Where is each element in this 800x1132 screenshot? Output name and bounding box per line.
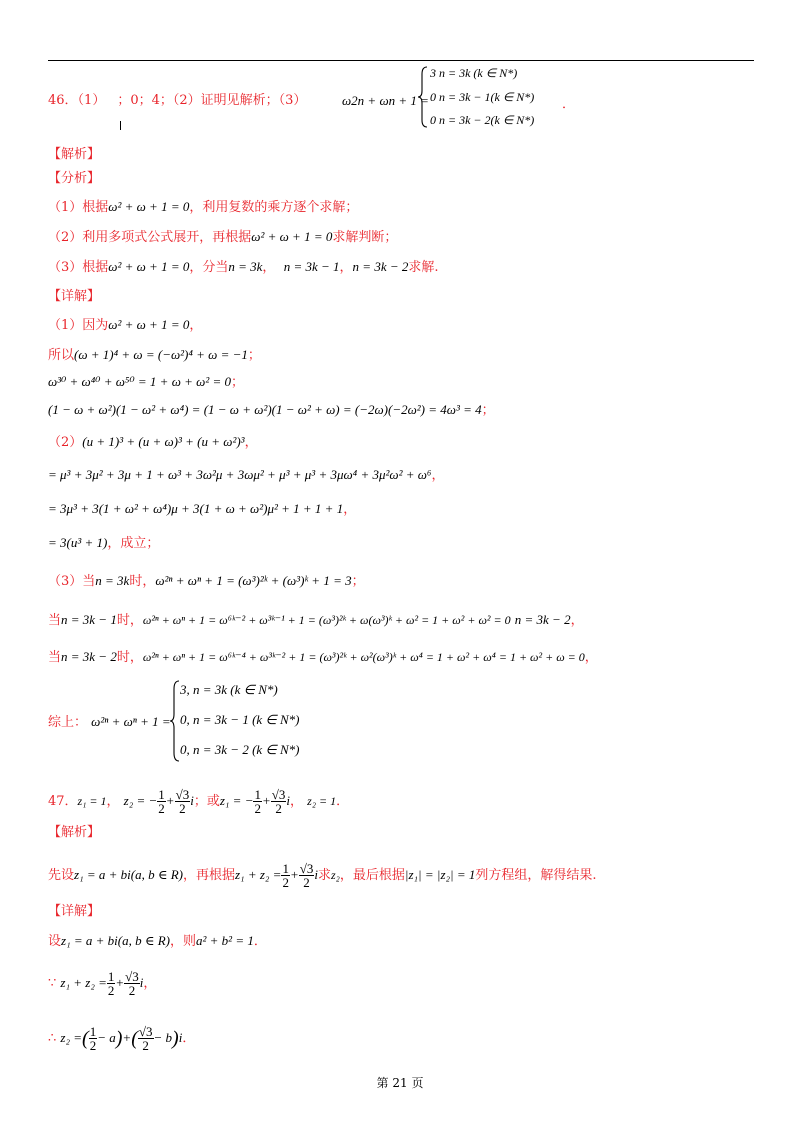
q46-summary-line: 综上： ω²ⁿ + ωⁿ + 1 = — [48, 714, 171, 730]
q46-answer-line: 46．（1） ；0；4；（2）证明见解析；（3） — [48, 93, 307, 108]
q46-detail-1: （1）因为ω² + ω + 1 = 0， — [48, 317, 203, 333]
q46-detail-4: (1 − ω + ω²)(1 − ω² + ω⁴) = (1 − ω + ω²)(1 − ω² + ω) = (−2ω)(−2ω²) = 4ω³ = 4； — [48, 402, 495, 418]
cursor-mark — [120, 121, 121, 130]
q46-analysis-1: （1）根据ω² + ω + 1 = 0，利用复数的乘方逐个求解； — [48, 199, 359, 215]
q47-detail-2: ∵ z₁ + z₂ = $\frac{1}{2}$ + $\frac{√3}{2}$ i， — [48, 969, 157, 998]
q46-summary-case-3: 0, n = 3k − 2 (k ∈ N*) — [180, 742, 300, 757]
q46-detail-9: （3）当n = 3k时，ω²ⁿ + ωⁿ + 1 = (ω³)²ᵏ + (ω³)ᵏ + 1 = 3； — [48, 573, 365, 589]
q46-answer-case-1: 3 n = 3k (k ∈ N*) — [430, 66, 518, 80]
q46-detail-7: = 3μ³ + 3(1 + ω² + ω⁴)μ + 3(1 + ω + ω²)μ² + 1 + 1 + 1， — [48, 501, 357, 517]
q47-xiangjie-heading: 【详解】 — [48, 904, 101, 919]
q46-analysis-3: （3）根据ω² + ω + 1 = 0，分当n = 3k， n = 3k − 1，n = 3k − 2求解. — [48, 259, 439, 275]
q47-analysis: 先设z₁ = a + bi(a, b ∈ R)，再根据z₁ + z₂ = $\frac{1}{2}$ + $\frac{√3}{2}$ i求z₂，最后根据|z₁| = |z₂| = 1列方程组，解得结果. — [48, 861, 597, 890]
q46-fenxi-heading: 【分析】 — [48, 171, 101, 186]
q46-answer-brace — [418, 66, 428, 128]
q47-answer-line: 47．z₁ = 1， z₂ = − $\frac{1}{2}$ + $\frac{√3}{2}$ i；或z₁ = − $\frac{1}{2}$ + $\frac{√3}{2}$ i， z₂ = 1． — [48, 787, 350, 816]
q46-number: 46． — [48, 93, 78, 108]
header-rule — [48, 60, 754, 61]
q46-answer-case-3: 0 n = 3k − 2(k ∈ N*) — [430, 113, 535, 127]
q46-summary-case-1: 3, n = 3k (k ∈ N*) — [180, 682, 278, 697]
q46-summary-brace — [170, 680, 180, 762]
q46-detail-10: 当n = 3k − 1时，ω²ⁿ + ωⁿ + 1 = ω⁶ᵏ⁻² + ω³ᵏ⁻¹ + 1 = (ω³)²ᵏ + ω(ω³)ᵏ + ω² = 1 + ω² + ω² = 0 n = 3k − 2， — [48, 612, 584, 628]
q46-detail-2: 所以(ω + 1)⁴ + ω = (−ω²)⁴ + ω = −1； — [48, 347, 261, 363]
q47-detail-3: ∴ z₂ =( $\frac{1}{2}$ − a)+( $\frac{√3}{2}$ − b)i． — [48, 1024, 196, 1053]
q46-detail-8: = 3(u³ + 1)，成立； — [48, 535, 160, 551]
q46-answer-case-2: 0 n = 3k − 1(k ∈ N*) — [430, 90, 535, 104]
q46-jiexi-heading: 【解析】 — [48, 147, 101, 162]
q46-summary-case-2: 0, n = 3k − 1 (k ∈ N*) — [180, 712, 300, 727]
q47-jiexi-heading: 【解析】 — [48, 825, 101, 840]
q46-analysis-2: （2）利用多项式公式展开，再根据ω² + ω + 1 = 0求解判断； — [48, 229, 398, 245]
q46-xiangjie-heading: 【详解】 — [48, 289, 101, 304]
q46-answer-expr: ω2n + ωn + 1 = — [342, 93, 429, 108]
q46-detail-6: = μ³ + 3μ² + 3μ + 1 + ω³ + 3ω²μ + 3ωμ² + μ³ + μ³ + 3μω⁴ + 3μ²ω² + ω⁶， — [48, 467, 445, 483]
q46-detail-5: （2）(u + 1)³ + (u + ω)³ + (u + ω²)³， — [48, 434, 258, 450]
q47-detail-1: 设z₁ = a + bi(a, b ∈ R)，则a² + b² = 1． — [48, 933, 267, 949]
q46-detail-11: 当n = 3k − 2时，ω²ⁿ + ωⁿ + 1 = ω⁶ᵏ⁻⁴ + ω³ᵏ⁻² + 1 = (ω³)²ᵏ + ω²(ω³)ᵏ + ω⁴ = 1 + ω² + ω⁴ = 1 + ω² + ω = 0， — [48, 649, 598, 665]
q46-detail-3: ω³⁰ + ω⁴⁰ + ω⁵⁰ = 1 + ω + ω² = 0； — [48, 374, 245, 390]
page-number: 第 21 页 — [376, 1076, 424, 1090]
